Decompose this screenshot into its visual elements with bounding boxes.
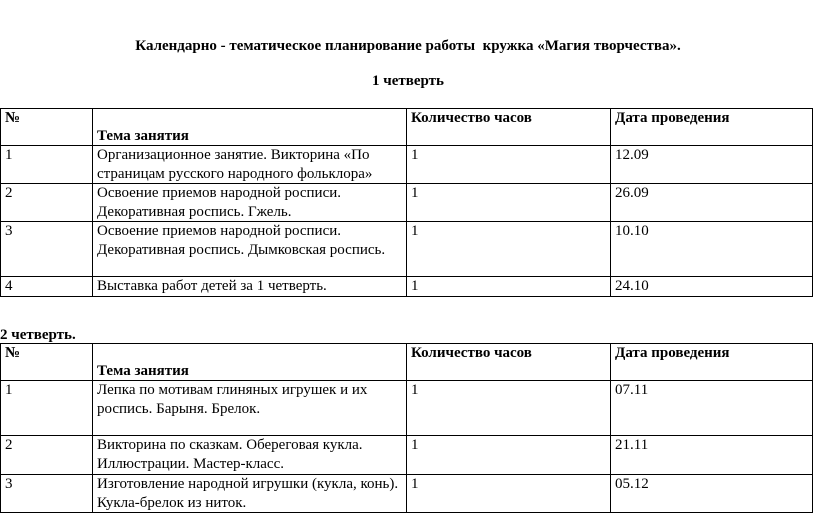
row-hours: 1: [407, 184, 611, 222]
column-header-topic: Тема занятия: [93, 344, 407, 381]
row-topic: Викторина по сказкам. Обереговая кукла. Иллюстрации. Мастер-класс.: [93, 436, 407, 475]
row-topic: Лепка по мотивам глиняных игрушек и их роспись. Барыня. Брелок.: [93, 381, 407, 436]
table-row: [1, 436, 813, 475]
row-date: 26.09: [611, 184, 813, 222]
row-hours: 1: [407, 475, 611, 513]
quarter-1-heading: 1 четверть: [372, 73, 444, 89]
row-hours: 1: [407, 277, 611, 297]
quarter-1-table: [0, 108, 813, 297]
quarter-2-heading: 2 четверть.: [0, 327, 76, 343]
table-row: [1, 146, 813, 184]
row-date: 10.10: [611, 222, 813, 277]
row-number: 3: [1, 222, 93, 277]
row-topic: Изготовление народной игрушки (кукла, конь). Кукла-брелок из ниток.: [93, 475, 407, 513]
row-topic: Освоение приемов народной росписи. Декоративная роспись. Гжель.: [93, 184, 407, 222]
column-header-topic: Тема занятия: [93, 109, 407, 146]
row-number: 2: [1, 184, 93, 222]
row-date: 24.10: [611, 277, 813, 297]
column-header-date: Дата проведения: [611, 109, 813, 146]
row-hours: 1: [407, 146, 611, 184]
table-row: [1, 222, 813, 277]
row-hours: 1: [407, 381, 611, 436]
table-header-row: [1, 109, 813, 146]
column-header-date: Дата проведения: [611, 344, 813, 381]
row-date: 07.11: [611, 381, 813, 436]
column-header-number: №: [1, 344, 93, 381]
row-hours: 1: [407, 436, 611, 475]
row-topic: Выставка работ детей за 1 четверть.: [93, 277, 407, 297]
quarter-2-table: [0, 343, 813, 513]
row-topic: Освоение приемов народной росписи. Декоративная роспись. Дымковская роспись.: [93, 222, 407, 277]
row-date: 21.11: [611, 436, 813, 475]
row-number: 2: [1, 436, 93, 475]
column-header-hours: Количество часов: [407, 344, 611, 381]
row-number: 1: [1, 146, 93, 184]
column-header-number: №: [1, 109, 93, 146]
row-date: 12.09: [611, 146, 813, 184]
row-hours: 1: [407, 222, 611, 277]
table-row: [1, 381, 813, 436]
row-number: 3: [1, 475, 93, 513]
row-topic: Организационное занятие. Викторина «По страницам русского народного фольклора»: [93, 146, 407, 184]
table-row: [1, 277, 813, 297]
row-number: 4: [1, 277, 93, 297]
table-row: [1, 475, 813, 513]
document-title: Календарно - тематическое планирование работы кружка «Магия творчества».: [135, 38, 681, 54]
column-header-hours: Количество часов: [407, 109, 611, 146]
table-header-row: [1, 344, 813, 381]
table-row: [1, 184, 813, 222]
row-number: 1: [1, 381, 93, 436]
row-date: 05.12: [611, 475, 813, 513]
